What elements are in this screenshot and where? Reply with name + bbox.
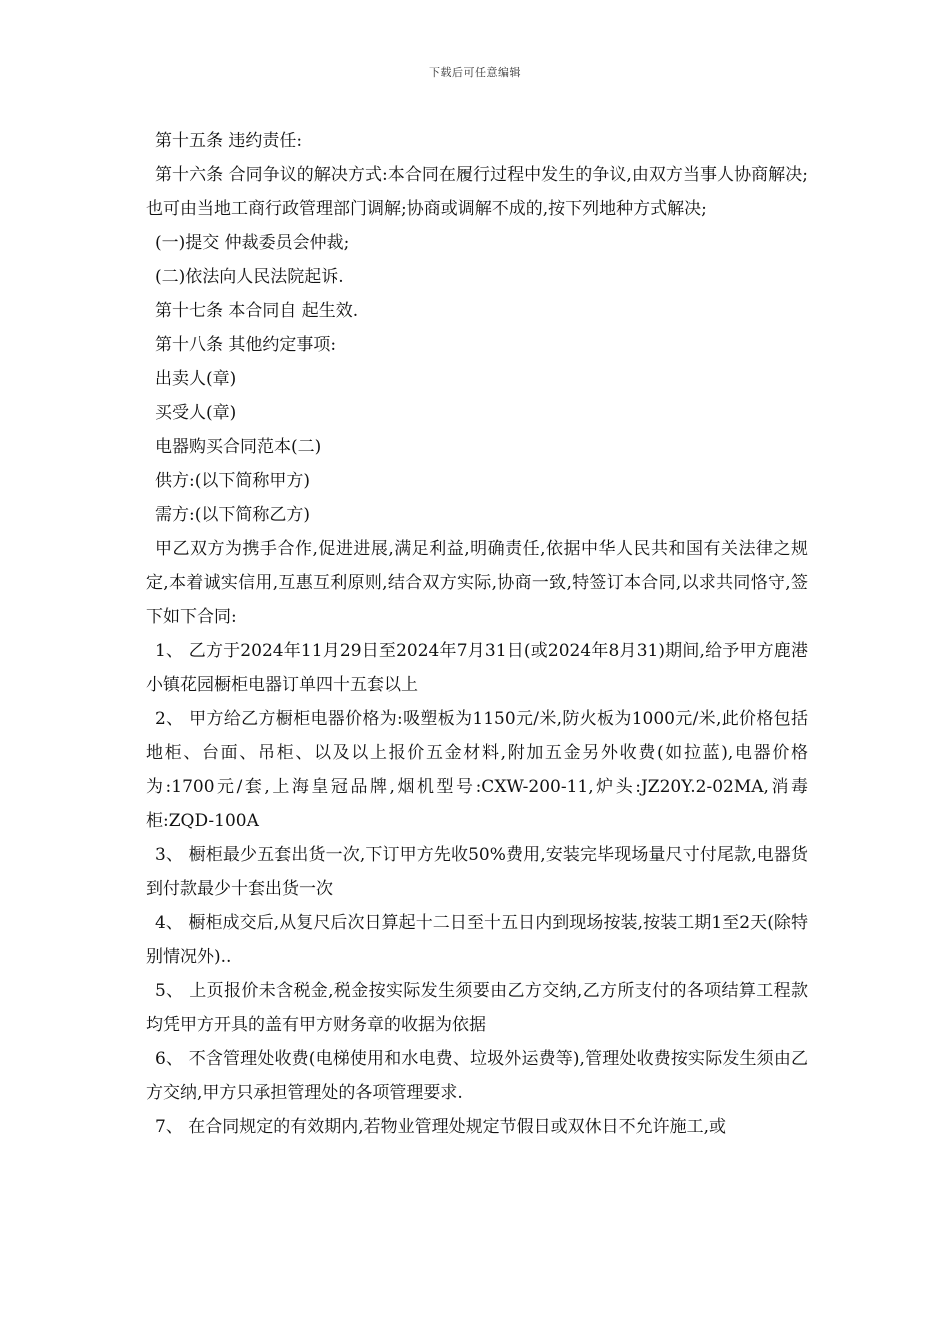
paragraph: (一)提交 仲裁委员会仲裁; bbox=[155, 233, 350, 253]
paragraph: 1、 乙方于2024年11月29日至2024年7月31日(或2024年8月31)期间,给予甲方鹿港小镇花园橱柜电器订单四十五套以上 bbox=[146, 641, 808, 695]
paragraph: 6、 不含管理处收费(电梯使用和水电费、垃圾外运费等),管理处收费按实际发生须由乙方交纳,甲方只承担管理处的各项管理要求. bbox=[146, 1049, 808, 1103]
paragraph: 5、 上页报价未含税金,税金按实际发生须要由乙方交纳,乙方所支付的各项结算工程款均凭甲方开具的盖有甲方财务章的收据为依据 bbox=[146, 981, 808, 1035]
paragraph: 第十八条 其他约定事项: bbox=[155, 335, 337, 355]
paragraph: 3、 橱柜最少五套出货一次,下订甲方先收50%费用,安装完毕现场量尺寸付尾款,电器货到付款最少十套出货一次 bbox=[146, 845, 808, 899]
paragraph: 需方:(以下简称乙方) bbox=[155, 505, 310, 525]
paragraph: 7、 在合同规定的有效期内,若物业管理处规定节假日或双休日不允许施工,或 bbox=[155, 1117, 727, 1137]
paragraph: (二)依法向人民法院起诉. bbox=[155, 267, 344, 287]
paragraph: 第十五条 违约责任: bbox=[155, 131, 303, 151]
document-body bbox=[146, 124, 808, 1144]
paragraph: 4、 橱柜成交后,从复尺后次日算起十二日至十五日内到现场按装,按装工期1至2天(除特别情况外).. bbox=[146, 913, 808, 967]
paragraph: 2、 甲方给乙方橱柜电器价格为:吸塑板为1150元/米,防火板为1000元/米,此价格包括地柜、台面、吊柜、以及以上报价五金材料,附加五金另外收费(如拉蓝),电器价格为:1700元/套,上海皇冠品牌,烟机型号:CXW-200-11,炉头:JZ20Y.2-02MA,消毒柜:ZQD-100A bbox=[146, 709, 808, 831]
paragraph: 第十七条 本合同自 起生效. bbox=[155, 301, 359, 321]
paragraph: 供方:(以下简称甲方) bbox=[155, 471, 310, 491]
paragraph: 电器购买合同范本(二) bbox=[155, 437, 322, 457]
paragraph: 甲乙双方为携手合作,促进进展,满足利益,明确责任,依据中华人民共和国有关法律之规定,本着诚实信用,互惠互利原则,结合双方实际,协商一致,特签订本合同,以求共同恪守,签下如下合同: bbox=[146, 539, 808, 627]
paragraph: 出卖人(章) bbox=[155, 369, 237, 389]
paragraph: 第十六条 合同争议的解决方式:本合同在履行过程中发生的争议,由双方当事人协商解决;也可由当地工商行政管理部门调解;协商或调解不成的,按下列地种方式解决; bbox=[146, 165, 808, 219]
page-header: 下载后可任意编辑 bbox=[429, 66, 521, 79]
paragraph: 买受人(章) bbox=[155, 403, 237, 423]
